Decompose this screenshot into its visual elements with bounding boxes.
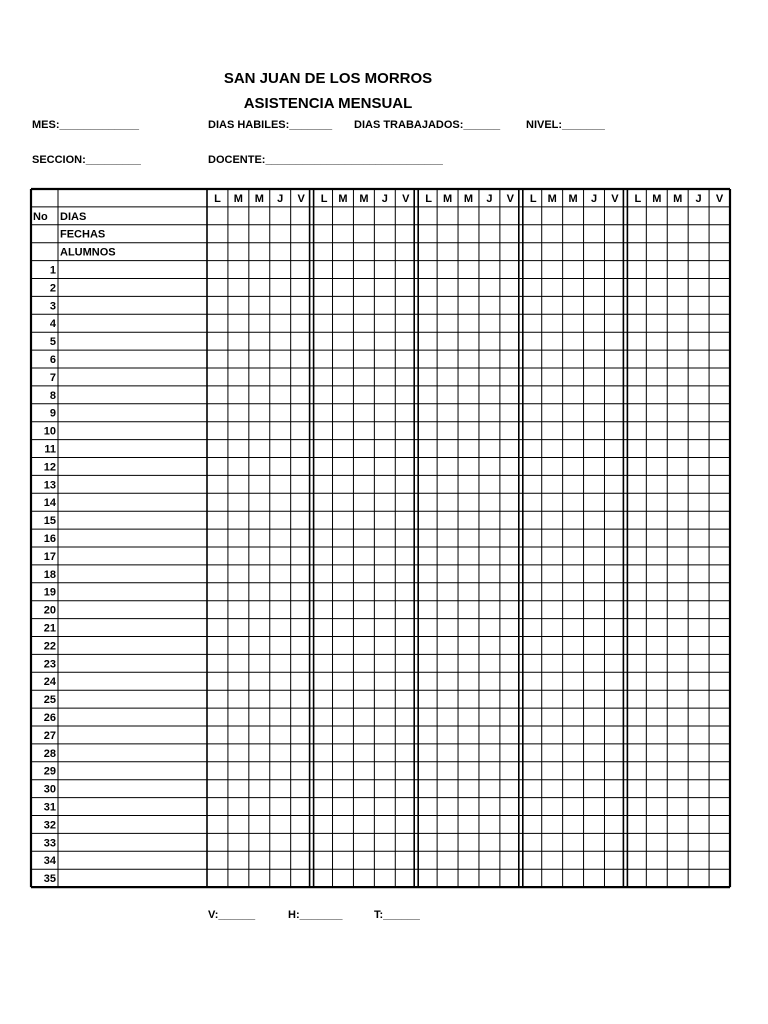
- student-number: 32: [43, 819, 56, 832]
- row-label-dias: DIAS: [60, 210, 87, 223]
- student-number: 3: [49, 300, 56, 313]
- weekday-header: V: [506, 192, 515, 205]
- school-title: SAN JUAN DE LOS MORROS: [223, 70, 433, 87]
- student-number: 1: [49, 264, 56, 277]
- weekday-header: M: [652, 192, 662, 205]
- student-number: 5: [49, 336, 56, 349]
- number-column-header: No: [33, 210, 48, 223]
- student-number: 4: [49, 318, 56, 331]
- month-field[interactable]: MES:_____________: [32, 119, 140, 131]
- student-number: 31: [43, 801, 56, 814]
- weekday-header: J: [695, 192, 702, 205]
- weekday-header: M: [338, 192, 348, 205]
- footer-v-field[interactable]: V:______: [208, 909, 256, 921]
- student-number: 13: [43, 479, 56, 492]
- student-number: 18: [43, 568, 56, 581]
- weekday-header: V: [611, 192, 619, 205]
- working-days-field[interactable]: DIAS HABILES:_______: [208, 119, 333, 131]
- days-worked-field[interactable]: DIAS TRABAJADOS:______: [354, 119, 501, 131]
- weekday-header: L: [529, 192, 537, 205]
- student-number: 19: [43, 586, 56, 599]
- weekday-header: V: [402, 192, 410, 205]
- student-number: 33: [43, 837, 56, 850]
- student-number: 16: [43, 533, 56, 545]
- student-number: 24: [43, 676, 56, 689]
- student-number: 8: [49, 389, 56, 402]
- row-label-fechas: FECHAS: [60, 228, 106, 241]
- weekday-header: M: [673, 192, 683, 205]
- weekday-header: L: [425, 192, 433, 205]
- student-number: 12: [43, 461, 56, 474]
- student-number: 21: [43, 622, 56, 635]
- student-number: 11: [44, 443, 56, 456]
- student-number: 22: [43, 640, 56, 653]
- weekday-header: L: [214, 192, 221, 205]
- weekday-header: V: [715, 192, 724, 205]
- weekday-header: M: [442, 192, 453, 205]
- student-number: 20: [43, 604, 56, 617]
- student-number: 6: [49, 354, 56, 366]
- student-number: 34: [43, 855, 56, 868]
- weekday-header: M: [547, 192, 557, 205]
- weekday-header: L: [634, 192, 642, 205]
- weekday-header: L: [320, 192, 328, 205]
- student-number: 7: [49, 371, 56, 384]
- weekday-header: M: [254, 192, 264, 205]
- weekday-header: M: [233, 192, 243, 205]
- student-number: 28: [43, 747, 56, 760]
- student-number: 25: [43, 694, 56, 707]
- student-number: 30: [43, 783, 56, 796]
- row-label-alumnos: ALUMNOS: [60, 246, 116, 259]
- student-number: 2: [49, 282, 56, 295]
- student-number: 35: [43, 873, 56, 886]
- weekday-header: M: [463, 192, 474, 205]
- document-subtitle: ASISTENCIA MENSUAL: [243, 95, 413, 112]
- student-number: 23: [43, 658, 56, 671]
- teacher-field[interactable]: DOCENTE:_____________________________: [208, 154, 443, 166]
- student-number: 26: [43, 712, 56, 724]
- student-number: 15: [43, 515, 56, 528]
- weekday-header: J: [277, 192, 284, 205]
- student-number: 29: [43, 765, 56, 778]
- weekday-header: J: [590, 192, 598, 205]
- footer-t-field[interactable]: T:______: [374, 909, 420, 921]
- student-number: 27: [43, 729, 56, 742]
- student-number: 9: [49, 407, 56, 420]
- footer-h-field[interactable]: H:_______: [288, 909, 343, 921]
- weekday-header: J: [486, 192, 493, 205]
- level-field[interactable]: NIVEL:_______: [526, 119, 605, 131]
- weekday-header: J: [381, 192, 388, 205]
- section-field[interactable]: SECCION:_________: [32, 154, 141, 166]
- student-number: 14: [43, 497, 56, 510]
- weekday-header: M: [568, 192, 578, 205]
- student-number: 10: [43, 425, 56, 438]
- weekday-header: M: [359, 192, 369, 205]
- student-number: 17: [43, 550, 56, 563]
- weekday-header: V: [297, 192, 305, 205]
